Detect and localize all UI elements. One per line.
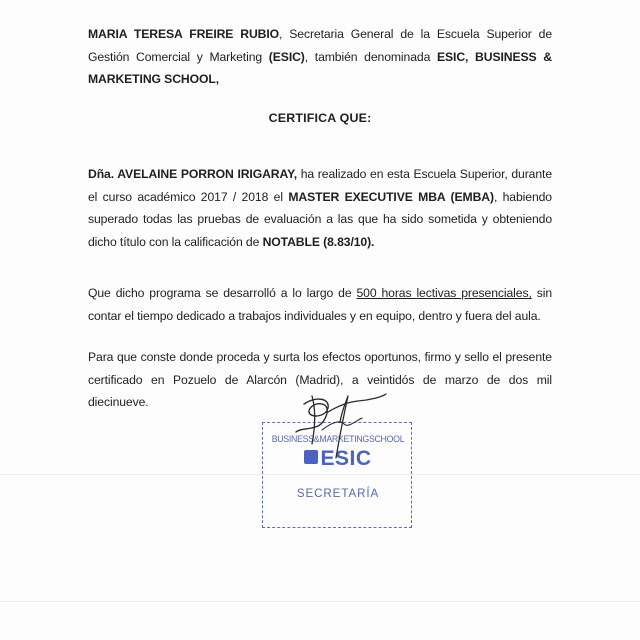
stamp-department: SECRETARÍA [296, 487, 380, 500]
esic-logo-text: ESIC [320, 447, 372, 470]
school-name: ESIC, BUSINESS & MARKETING SCHOOL, [88, 49, 553, 87]
closing-paragraph: Para que conste donde proceda y surta los efectos oportunos, firmo y sello el presente certificado en Pozuelo de Alarcón (Madrid), a veintidós de marzo de dos mil diecinueve. [88, 350, 552, 410]
program-name: MASTER EXECUTIVE MBA (EMBA) [288, 189, 494, 204]
hours-text-a: Que dicho programa se desarrolló a lo largo de [88, 286, 357, 301]
handwritten-signature [282, 392, 392, 472]
stamp-school-line: BUSINESS&MARKETINGSCHOOL [271, 434, 405, 444]
issuer-text-b: , también denominada [304, 49, 437, 64]
issuer-paragraph [88, 23, 552, 91]
issuer-acronym: (ESIC) [268, 49, 305, 64]
issuer-name: MARIA TERESA FREIRE RUBIO [88, 27, 280, 42]
hours-paragraph [88, 282, 552, 327]
hours-count: 500 horas lectivas presenciales, [356, 286, 532, 301]
student-name: Dña. AVELAINE PORRON IRIGARAY, [88, 167, 298, 182]
student-text-b: , habiendo superado todas las pruebas de evaluación a las que ha sido sometida y obteniendo dicho título con la calificación de [88, 189, 552, 249]
scan-line [0, 601, 640, 602]
grade: NOTABLE (8.83/10). [262, 234, 375, 249]
student-text-a: ha realizado en esta Escuela Superior, durante el curso académico 2017 / 2018 el [88, 167, 552, 204]
hours-text-b: sin contar el tiempo dedicado a trabajos individuales y en equipo, dentro y fuera del aula. [88, 286, 553, 323]
certifies-heading: CERTIFICA QUE: [268, 111, 372, 125]
issuer-text-a: , Secretaria General de la Escuela Superior de Gestión Comercial y Marketing [88, 27, 553, 64]
student-paragraph [88, 163, 552, 253]
